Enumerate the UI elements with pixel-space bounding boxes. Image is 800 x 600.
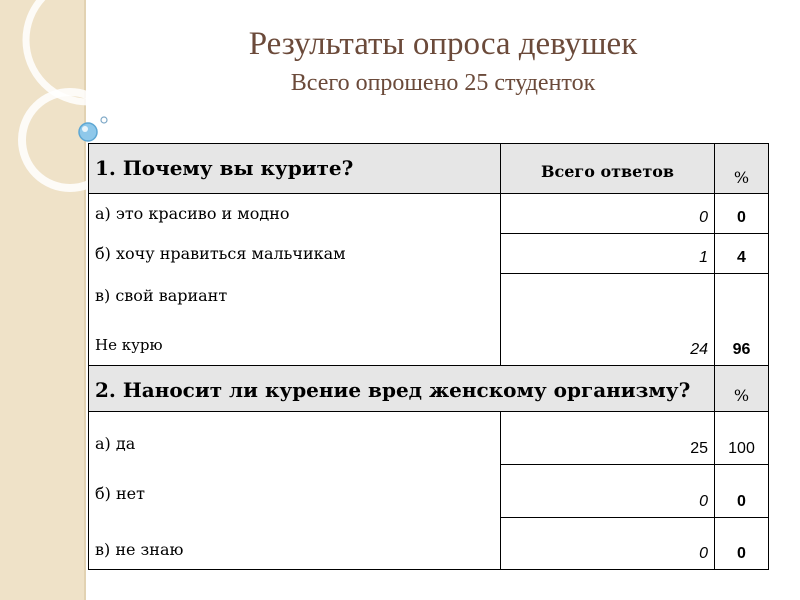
table-row — [89, 412, 769, 465]
q1-option-b: б) хочу нравиться мальчикам — [95, 244, 346, 263]
table-row — [89, 194, 769, 234]
q1-header-row — [89, 144, 769, 194]
q2-b-pct: 0 — [715, 465, 769, 518]
q2-option-a: а) да — [95, 434, 136, 453]
q1-none-count: 24 — [501, 274, 715, 366]
q1-options-cell — [89, 194, 501, 366]
q1-a-pct: 0 — [715, 194, 769, 234]
q2-option-c: в) не знаю — [95, 540, 184, 559]
q2-a-pct: 100 — [715, 412, 769, 465]
q2-c-count: 0 — [501, 518, 715, 570]
q1-option-none: Не курю — [95, 336, 163, 354]
survey-table — [88, 143, 769, 570]
q1-none-pct: 96 — [715, 274, 769, 366]
total-answers-header: Всего ответов — [501, 144, 715, 194]
q2-b-count: 0 — [501, 465, 715, 518]
page-subtitle: Всего опрошено 25 студенток — [290, 70, 596, 96]
q2-percent-header: % — [715, 366, 769, 412]
q1-b-count: 1 — [501, 234, 715, 274]
q2-options-cell — [89, 412, 501, 570]
q1-percent-header: % — [715, 144, 769, 194]
q1-question: 1. Почему вы курите? — [89, 144, 501, 194]
q2-a-count: 25 — [501, 412, 715, 465]
q2-option-b: б) нет — [95, 484, 145, 503]
q2-header-row — [89, 366, 769, 412]
q1-b-pct: 4 — [715, 234, 769, 274]
q2-c-pct: 0 — [715, 518, 769, 570]
q1-a-count: 0 — [501, 194, 715, 234]
q2-question: 2. Наносит ли курение вред женскому организму? — [89, 366, 715, 412]
page-title: Результаты опроса девушек — [248, 26, 638, 62]
q1-option-c: в) свой вариант — [95, 286, 228, 305]
q1-option-a: а) это красиво и модно — [95, 204, 290, 223]
